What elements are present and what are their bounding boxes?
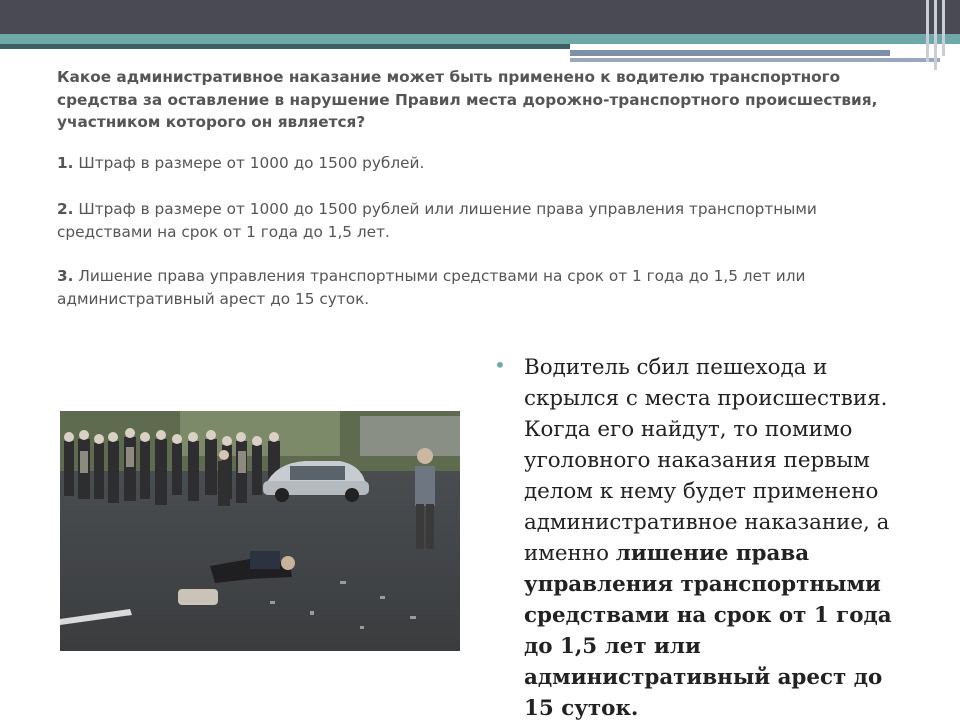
option-text: Штраф в размере от 1000 до 1500 рублей. <box>73 154 425 172</box>
bullet-point <box>494 352 918 724</box>
header-slate-stripe <box>0 44 570 49</box>
corner-decoration <box>920 0 960 70</box>
answer-option-2 <box>57 198 917 243</box>
option-number: 3. <box>57 267 74 285</box>
accident-photo <box>60 411 460 651</box>
answer-option-1 <box>57 152 917 175</box>
option-number: 1. <box>57 154 74 172</box>
answer-option-3 <box>57 265 917 310</box>
option-text: Лишение права управления транспортными средствами на срок от 1 года до 1,5 лет или административный арест до 15 суток. <box>57 267 806 308</box>
bullet-text-regular: Водитель сбил пешехода и скрылся с места происшествия. Когда его найдут, то помимо уголовного наказания первым делом к нему будет применено административное наказание, а именно <box>524 355 890 566</box>
option-text: Штраф в размере от 1000 до 1500 рублей или лишение права управления транспортными средствами на срок от 1 года до 1,5 лет. <box>57 200 817 241</box>
bullet-text-bold: лишение права управления транспортными средствами на срок от 1 года до 1,5 лет или административный арест до 15 суток. <box>524 541 892 721</box>
header-teal-stripe <box>0 34 960 44</box>
bullet-text <box>508 352 918 724</box>
header-accent-stripe <box>570 50 890 56</box>
question-text: Какое административное наказание может быть применено к водителю транспортного средства за оставление в нарушение Правил места дорожно-транспортного происшествия, участником которого он является? <box>57 68 878 132</box>
bullet-marker: • <box>494 353 506 377</box>
header-accent-stripe-2 <box>570 58 940 62</box>
header-bar <box>0 0 960 34</box>
option-number: 2. <box>57 200 74 218</box>
